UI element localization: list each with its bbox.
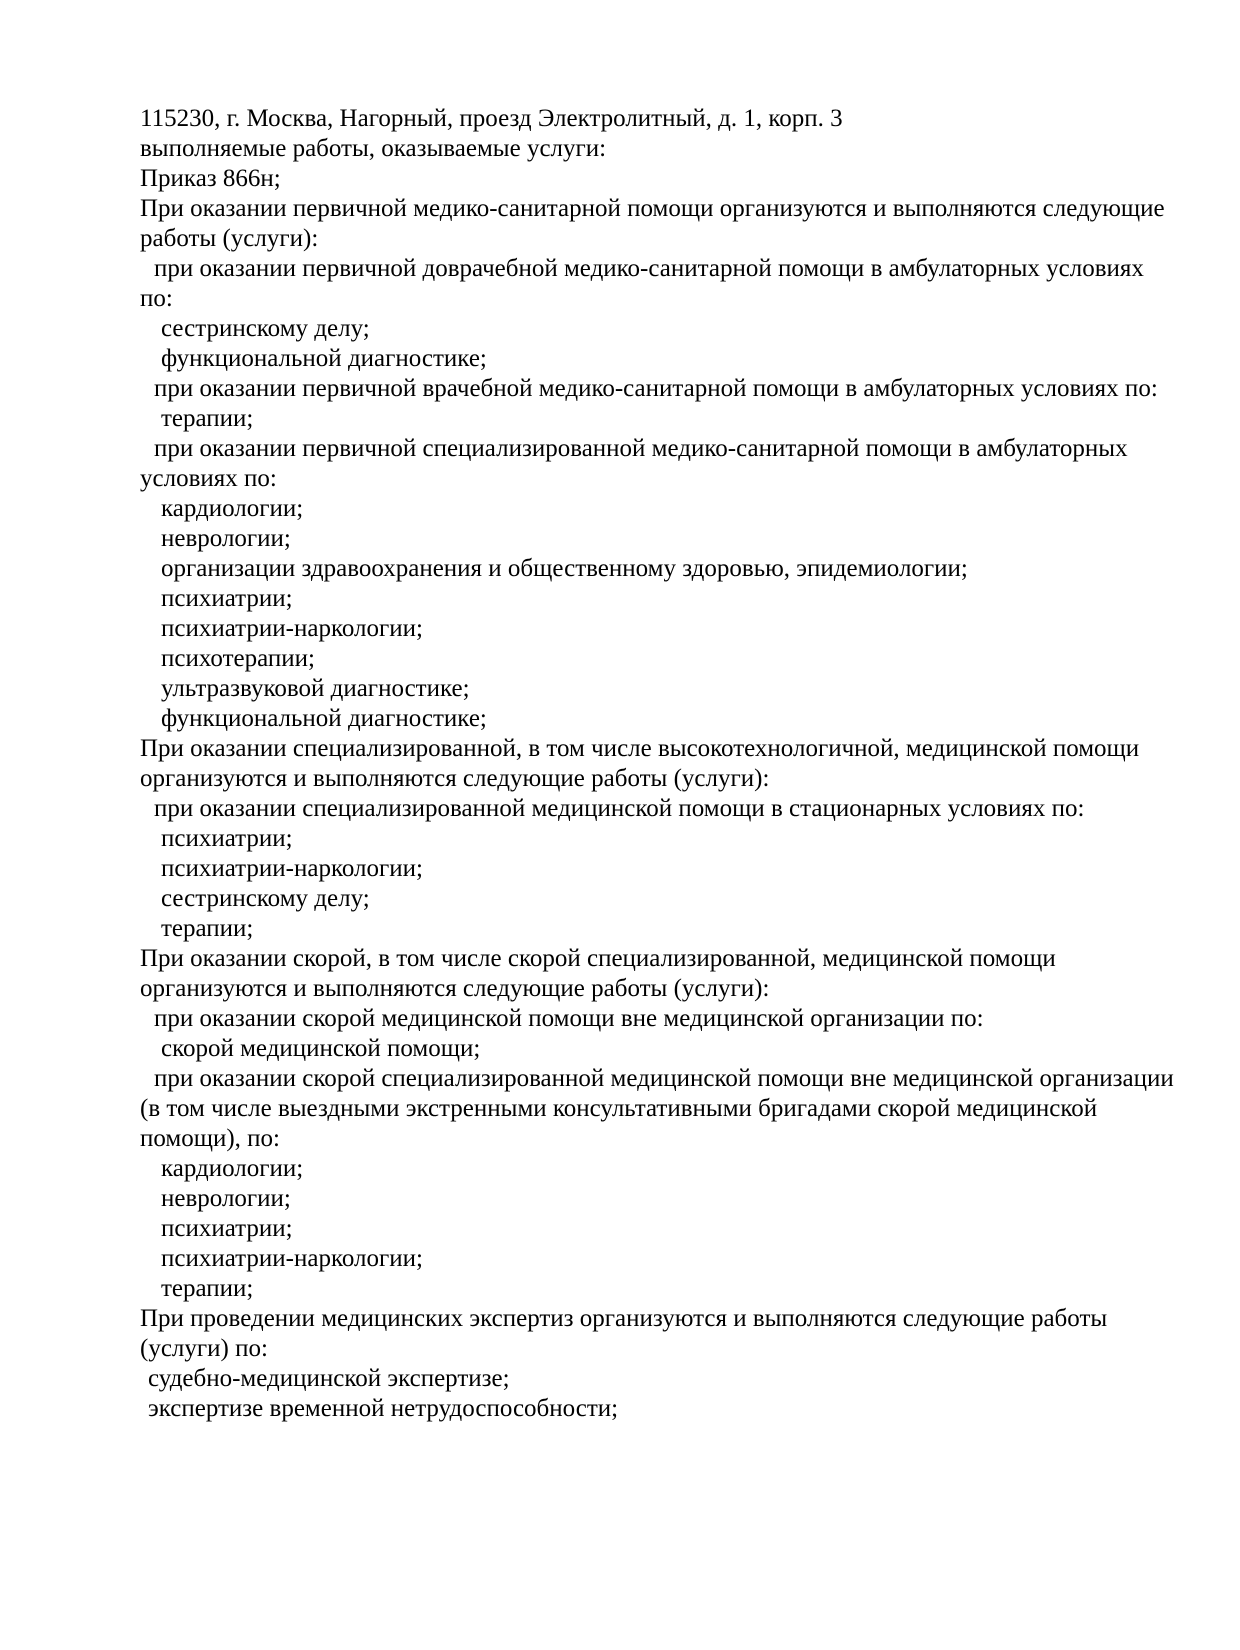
text-line: работы (услуги): — [140, 225, 319, 252]
text-line: кардиологии; — [161, 1155, 304, 1182]
text-line: при оказании скорой медицинской помощи вне медицинской организации по: — [154, 1005, 984, 1032]
text-line: 115230, г. Москва, Нагорный, проезд Электролитный, д. 1, корп. 3 — [140, 105, 843, 132]
text-line: психиатрии-наркологии; — [161, 855, 423, 882]
text-line: При проведении медицинских экспертиз организуются и выполняются следующие работы — [140, 1305, 1108, 1332]
license-works-and-services-text — [140, 104, 1174, 1424]
text-line: судебно-медицинской экспертизе; — [148, 1365, 510, 1392]
text-line: условиях по: — [140, 465, 277, 492]
text-line: При оказании специализированной, в том числе высокотехнологичной, медицинской помощи — [140, 735, 1140, 762]
text-line: по: — [140, 285, 173, 312]
text-line: экспертизе временной нетрудоспособности; — [148, 1395, 619, 1422]
text-line: при оказании скорой специализированной медицинской помощи вне медицинской организации — [154, 1065, 1174, 1092]
text-line: сестринскому делу; — [161, 315, 370, 342]
text-line: психиатрии; — [161, 1215, 293, 1242]
text-line: психиатрии; — [161, 585, 293, 612]
text-line: (в том числе выездными экстренными консультативными бригадами скорой медицинской — [140, 1095, 1098, 1122]
text-line: неврологии; — [161, 1185, 291, 1212]
text-line: организации здравоохранения и общественному здоровью, эпидемиологии; — [161, 555, 968, 582]
text-line: организуются и выполняются следующие работы (услуги): — [140, 975, 770, 1002]
text-line: при оказании первичной врачебной медико-санитарной помощи в амбулаторных условиях по: — [154, 375, 1158, 402]
text-line: кардиологии; — [161, 495, 304, 522]
text-line: терапии; — [161, 915, 254, 942]
text-line: (услуги) по: — [140, 1335, 268, 1362]
text-line: психотерапии; — [161, 645, 315, 672]
text-line: Приказ 866н; — [140, 165, 281, 192]
text-line: сестринскому делу; — [161, 885, 370, 912]
text-line: психиатрии-наркологии; — [161, 615, 423, 642]
text-line: при оказании первичной специализированной медико-санитарной помощи в амбулаторных — [154, 435, 1128, 462]
text-line: неврологии; — [161, 525, 291, 552]
text-line: психиатрии; — [161, 825, 293, 852]
text-line: при оказании специализированной медицинской помощи в стационарных условиях по: — [154, 795, 1085, 822]
text-line: терапии; — [161, 1275, 254, 1302]
text-line: при оказании первичной доврачебной медико-санитарной помощи в амбулаторных условиях — [154, 255, 1144, 282]
text-line: психиатрии-наркологии; — [161, 1245, 423, 1272]
text-line: При оказании скорой, в том числе скорой специализированной, медицинской помощи — [140, 945, 1056, 972]
text-line: скорой медицинской помощи; — [161, 1035, 481, 1062]
text-line: выполняемые работы, оказываемые услуги: — [140, 135, 607, 162]
text-line: терапии; — [161, 405, 254, 432]
text-line: функциональной диагностике; — [161, 705, 487, 732]
text-line: функциональной диагностике; — [161, 345, 487, 372]
text-line: ультразвуковой диагностике; — [161, 675, 470, 702]
text-line: помощи), по: — [140, 1125, 281, 1152]
text-line: При оказании первичной медико-санитарной помощи организуются и выполняются следующие — [140, 195, 1165, 222]
text-line: организуются и выполняются следующие работы (услуги): — [140, 765, 770, 792]
